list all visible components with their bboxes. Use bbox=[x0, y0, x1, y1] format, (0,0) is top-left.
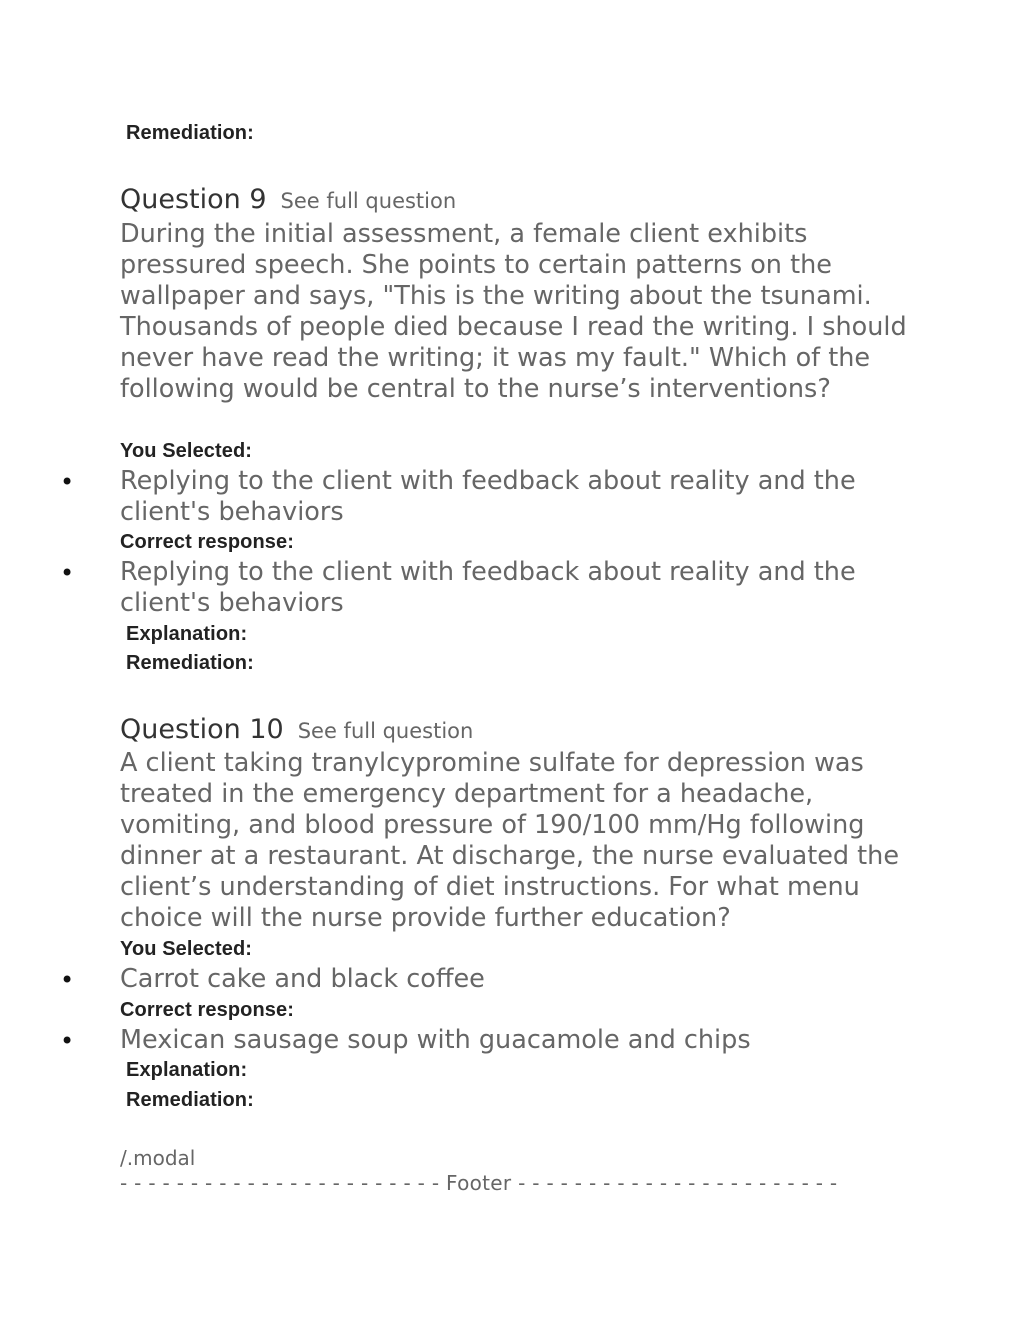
you-selected-label: You Selected: bbox=[120, 440, 253, 462]
selected-answer: Replying to the client with feedback about reality and the client's behaviors bbox=[120, 466, 856, 527]
footer-comment: - - - - - - - - - - - - - - - - - - - - - - - Footer - - - - - - - - - - - - - - - - - - - - - - - bbox=[120, 1171, 838, 1195]
bullet-icon: • bbox=[60, 559, 75, 587]
question-title: Question 9 bbox=[120, 184, 267, 215]
remediation-label: Remediation: bbox=[126, 652, 254, 674]
bullet-icon: • bbox=[60, 468, 75, 496]
correct-response-label: Correct response: bbox=[120, 999, 294, 1021]
selected-answer: Carrot cake and black coffee bbox=[120, 964, 485, 994]
explanation-label: Explanation: bbox=[126, 623, 248, 645]
explanation-label: Explanation: bbox=[126, 1059, 248, 1081]
question-header bbox=[120, 184, 456, 215]
bullet-icon: • bbox=[60, 966, 75, 994]
see-full-question-link[interactable]: See full question bbox=[297, 719, 474, 743]
question-title: Question 10 bbox=[120, 714, 284, 745]
question-text: During the initial assessment, a female client exhibits pressured speech. She points to certain patterns on the wallpaper and says, "This is the writing about the tsunami. Thousands of people died because I read the writing. I should never have read the writing; it was my fault." Which of the following would be central to the nurse’s interventions? bbox=[120, 219, 907, 404]
correct-answer: Replying to the client with feedback about reality and the client's behaviors bbox=[120, 557, 856, 618]
remediation-label: Remediation: bbox=[126, 122, 254, 144]
correct-answer: Mexican sausage soup with guacamole and chips bbox=[120, 1025, 751, 1055]
see-full-question-link[interactable]: See full question bbox=[280, 189, 457, 213]
correct-response-label: Correct response: bbox=[120, 531, 294, 553]
modal-comment: /.modal bbox=[120, 1146, 196, 1170]
remediation-label: Remediation: bbox=[126, 1089, 254, 1111]
bullet-icon: • bbox=[60, 1027, 75, 1055]
you-selected-label: You Selected: bbox=[120, 938, 253, 960]
question-header bbox=[120, 714, 473, 745]
question-text: A client taking tranylcypromine sulfate for depression was treated in the emergency department for a headache, vomiting, and blood pressure of 190/100 mm/Hg following dinner at a restaurant. At discharge, the nurse evaluated the client’s understanding of diet instructions. For what menu choice will the nurse provide further education? bbox=[120, 748, 900, 933]
